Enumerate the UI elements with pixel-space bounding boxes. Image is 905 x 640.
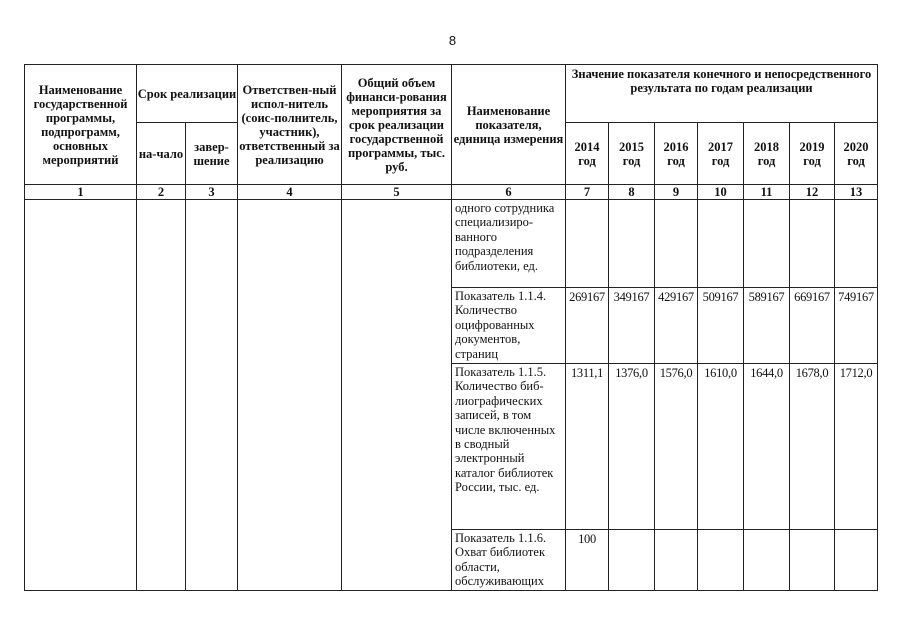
column-number: 10 — [698, 185, 744, 200]
column-number: 5 — [342, 185, 452, 200]
indicator-name-cell: одного сотрудника специализиро-ванного подразделения библиотеки, ед. — [452, 200, 566, 288]
header-program-name: Наименование государственной программы, подпрограмм, основных мероприятий — [25, 65, 137, 185]
value-cell — [655, 530, 698, 591]
header-year-2018: 2018 год — [744, 123, 790, 185]
column-number: 9 — [655, 185, 698, 200]
value-cell — [790, 200, 835, 288]
value-cell — [698, 530, 744, 591]
value-cell: 269167 — [566, 288, 609, 364]
value-cell — [609, 200, 655, 288]
header-year-2016: 2016 год — [655, 123, 698, 185]
header-year-2017: 2017 год — [698, 123, 744, 185]
header-responsible: Ответствен-ный испол-нитель (соис-полнитель, участник), ответственный за реализацию — [238, 65, 342, 185]
value-cell: 349167 — [609, 288, 655, 364]
value-cell: 1311,1 — [566, 364, 609, 530]
value-cell — [655, 200, 698, 288]
header-funding: Общий объем финанси-рования мероприятия за срок реализации государственной программы, тыс. руб. — [342, 65, 452, 185]
end-cell — [186, 200, 238, 591]
indicator-name-cell: Показатель 1.1.6. Охват библиотек области, обслуживающих — [452, 530, 566, 591]
value-cell: 749167 — [835, 288, 878, 364]
header-year-2014: 2014 год — [566, 123, 609, 185]
value-cell — [698, 200, 744, 288]
column-number: 13 — [835, 185, 878, 200]
column-number: 2 — [137, 185, 186, 200]
column-number: 8 — [609, 185, 655, 200]
value-cell: 100 — [566, 530, 609, 591]
header-start: на-чало — [137, 123, 186, 185]
table-row — [25, 200, 878, 288]
responsible-cell — [238, 200, 342, 591]
indicator-name-cell: Показатель 1.1.5. Количество биб-лиографических записей, в том числе включенных в сводный электронный каталог библиотек России, тыс. ед. — [452, 364, 566, 530]
value-cell: 1576,0 — [655, 364, 698, 530]
value-cell: 1610,0 — [698, 364, 744, 530]
header-year-2019: 2019 год — [790, 123, 835, 185]
value-cell — [790, 530, 835, 591]
program-name-cell — [25, 200, 137, 591]
value-cell: 1678,0 — [790, 364, 835, 530]
indicators-table — [24, 64, 878, 591]
start-cell — [137, 200, 186, 591]
value-cell — [566, 200, 609, 288]
column-number: 3 — [186, 185, 238, 200]
column-number: 12 — [790, 185, 835, 200]
value-cell: 429167 — [655, 288, 698, 364]
funding-cell — [342, 200, 452, 591]
column-number: 11 — [744, 185, 790, 200]
value-cell — [835, 200, 878, 288]
header-year-2020: 2020 год — [835, 123, 878, 185]
value-cell: 589167 — [744, 288, 790, 364]
value-cell — [744, 200, 790, 288]
value-cell — [609, 530, 655, 591]
column-number: 7 — [566, 185, 609, 200]
value-cell: 669167 — [790, 288, 835, 364]
page-number: 8 — [448, 33, 457, 48]
header-end: завер-шение — [186, 123, 238, 185]
column-number: 1 — [25, 185, 137, 200]
value-cell — [744, 530, 790, 591]
header-year-2015: 2015 год — [609, 123, 655, 185]
header-indicator-values: Значение показателя конечного и непосредственного результата по годам реализации — [566, 65, 878, 123]
value-cell: 1712,0 — [835, 364, 878, 530]
indicator-name-cell: Показатель 1.1.4. Количество оцифрованных документов, страниц — [452, 288, 566, 364]
value-cell — [835, 530, 878, 591]
column-number: 4 — [238, 185, 342, 200]
header-period: Срок реализации — [137, 65, 238, 123]
value-cell: 1644,0 — [744, 364, 790, 530]
value-cell: 509167 — [698, 288, 744, 364]
value-cell: 1376,0 — [609, 364, 655, 530]
column-number: 6 — [452, 185, 566, 200]
header-indicator-name: Наименование показателя, единица измерения — [452, 65, 566, 185]
